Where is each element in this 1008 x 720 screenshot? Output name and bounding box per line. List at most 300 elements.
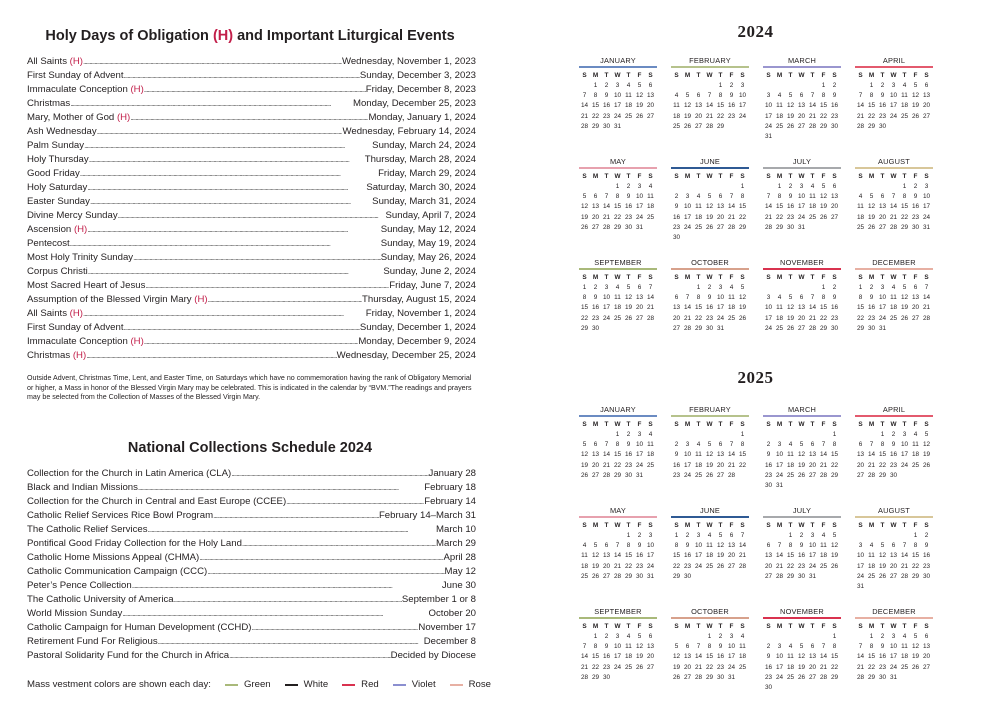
day-cell: 3	[880, 283, 885, 291]
day-cell: 19	[819, 203, 828, 211]
day-cell: 12	[830, 542, 839, 550]
weekday-header: F	[729, 273, 734, 281]
day-cell: 5	[799, 643, 804, 651]
weekday-header: S	[858, 172, 863, 180]
day-cell: 26	[591, 572, 600, 580]
empty-cell	[763, 182, 774, 192]
weekday-header: T	[696, 71, 701, 79]
day-cell: 6	[924, 632, 929, 640]
day-cell: 31	[856, 583, 865, 591]
holy-day-mark: (H)	[72, 350, 87, 361]
day-cell: 17	[738, 102, 747, 110]
event-date: Sunday, December 1, 2024	[359, 322, 476, 333]
weekday-header: W	[706, 273, 713, 281]
weekday-header: S	[740, 622, 745, 630]
dot-leader	[130, 111, 368, 125]
day-cell: 1	[740, 182, 745, 190]
event-row	[27, 237, 476, 251]
month-name: MAY	[609, 506, 627, 515]
day-cell: 30	[764, 684, 773, 692]
day-cell: 27	[602, 572, 611, 580]
day-cell: 30	[830, 122, 839, 130]
empty-cell	[807, 283, 818, 293]
empty-cell	[877, 182, 888, 192]
day-cell: 8	[696, 294, 701, 302]
day-cell: 8	[615, 441, 620, 449]
weekday-header: S	[582, 71, 587, 79]
weekday-header: F	[637, 273, 642, 281]
dot-leader	[286, 495, 424, 509]
day-cell: 27	[683, 673, 692, 681]
month-name: DECEMBER	[872, 258, 916, 267]
collection-name: Collection for the Church in Central and East Europe (CCEE)	[27, 496, 287, 507]
event-row	[27, 349, 476, 363]
weekday-header: M	[776, 273, 783, 281]
day-cell: 27	[646, 663, 655, 671]
day-cell: 8	[902, 193, 907, 201]
day-cell: 14	[727, 451, 736, 459]
day-cell: 1	[707, 632, 712, 640]
day-cell: 31	[922, 223, 931, 231]
day-cell: 10	[775, 653, 784, 661]
day-cell: 14	[646, 294, 655, 302]
day-cell: 5	[869, 193, 874, 201]
day-cell: 3	[891, 81, 896, 89]
day-cell: 20	[694, 112, 703, 120]
month-grid	[579, 71, 657, 133]
day-cell: 2	[880, 81, 885, 89]
weekday-header: F	[637, 521, 642, 529]
event-date: Friday, November 1, 2024	[365, 308, 476, 319]
weekday-header: W	[890, 622, 897, 630]
day-cell: 27	[727, 562, 736, 570]
weekday-header: W	[614, 71, 621, 79]
day-cell: 5	[707, 441, 712, 449]
empty-cell	[682, 182, 693, 192]
weekday-header: M	[684, 71, 691, 79]
weekday-header: S	[674, 521, 679, 529]
weekday-header: M	[868, 521, 875, 529]
dot-leader	[83, 307, 366, 321]
day-cell: 2	[626, 182, 631, 190]
day-cell: 30	[624, 471, 633, 479]
day-cell: 29	[900, 223, 909, 231]
month-name: JUNE	[699, 157, 721, 166]
day-cell: 29	[591, 673, 600, 681]
weekday-header: F	[729, 71, 734, 79]
day-cell: 9	[766, 653, 771, 661]
month-calendar	[579, 606, 657, 683]
month-color-bar	[763, 415, 841, 417]
dot-leader	[80, 167, 378, 181]
collection-date: February 14	[424, 496, 476, 507]
dot-leader	[86, 349, 336, 363]
day-cell: 2	[766, 441, 771, 449]
vestment-legend	[27, 679, 491, 690]
day-cell: 7	[810, 294, 815, 302]
day-cell: 26	[786, 324, 795, 332]
day-cell: 8	[593, 92, 598, 100]
legend-item	[342, 679, 379, 690]
day-cell: 1	[832, 430, 837, 438]
day-cell: 12	[705, 451, 714, 459]
day-cell: 12	[911, 643, 920, 651]
event-name: Ash Wednesday	[27, 126, 97, 137]
day-cell: 27	[856, 471, 865, 479]
day-cell: 6	[858, 441, 863, 449]
day-cell: 22	[819, 112, 828, 120]
empty-cell	[704, 430, 715, 440]
day-cell: 4	[674, 92, 679, 100]
day-cell: 16	[624, 203, 633, 211]
day-cell: 7	[604, 441, 609, 449]
month-calendar	[671, 404, 749, 481]
day-cell: 31	[764, 133, 773, 141]
day-cell: 29	[775, 223, 784, 231]
day-cell: 30	[922, 572, 931, 580]
empty-cell	[671, 283, 682, 293]
day-cell: 30	[878, 122, 887, 130]
day-cell: 8	[858, 294, 863, 302]
weekday-header: F	[913, 172, 918, 180]
day-cell: 18	[856, 213, 865, 221]
day-cell: 10	[764, 102, 773, 110]
day-cell: 30	[672, 234, 681, 242]
weekday-header: M	[684, 622, 691, 630]
month-grid	[579, 273, 657, 335]
weekday-header: T	[604, 172, 609, 180]
weekday-header: M	[684, 172, 691, 180]
weekday-header: T	[810, 273, 815, 281]
day-cell: 3	[604, 283, 609, 291]
day-cell: 1	[582, 283, 587, 291]
day-cell: 25	[727, 314, 736, 322]
day-cell: 29	[624, 572, 633, 580]
weekday-header: T	[718, 172, 723, 180]
day-cell: 15	[738, 451, 747, 459]
day-cell: 15	[856, 304, 865, 312]
day-cell: 2	[674, 193, 679, 201]
month-color-bar	[855, 167, 933, 169]
day-cell: 1	[593, 81, 598, 89]
day-cell: 6	[832, 182, 837, 190]
day-cell: 3	[777, 441, 782, 449]
day-cell: 20	[889, 562, 898, 570]
day-cell: 31	[889, 673, 898, 681]
weekday-header: W	[614, 273, 621, 281]
day-cell: 24	[716, 314, 725, 322]
day-cell: 2	[766, 643, 771, 651]
day-cell: 3	[685, 441, 690, 449]
event-date: Sunday, March 24, 2024	[372, 140, 476, 151]
day-cell: 13	[646, 92, 655, 100]
weekday-header: T	[604, 420, 609, 428]
day-cell: 7	[582, 643, 587, 651]
event-row	[27, 209, 476, 223]
day-cell: 18	[900, 653, 909, 661]
month-name: JANUARY	[600, 56, 636, 65]
collection-date: January 28	[428, 468, 476, 479]
weekday-header: S	[858, 273, 863, 281]
day-cell: 1	[777, 182, 782, 190]
collection-name: Pontifical Good Friday Collection for the Holy Land	[27, 538, 242, 549]
day-cell: 7	[707, 92, 712, 100]
day-cell: 20	[646, 653, 655, 661]
empty-cell	[704, 182, 715, 192]
day-cell: 27	[808, 471, 817, 479]
day-cell: 21	[705, 112, 714, 120]
day-cell: 5	[674, 643, 679, 651]
dot-leader	[138, 481, 424, 495]
day-cell: 29	[705, 673, 714, 681]
weekday-header: W	[706, 622, 713, 630]
event-date: Friday, June 7, 2024	[389, 280, 476, 291]
day-cell: 3	[637, 430, 642, 438]
day-cell: 6	[718, 441, 723, 449]
month-grid	[763, 273, 841, 335]
color-swatch	[342, 684, 355, 686]
day-cell: 29	[911, 572, 920, 580]
weekday-header: T	[880, 172, 885, 180]
empty-cell	[888, 531, 899, 541]
weekday-header: T	[880, 521, 885, 529]
day-cell: 21	[738, 552, 747, 560]
month-name: AUGUST	[878, 157, 910, 166]
day-cell: 21	[764, 213, 773, 221]
day-cell: 8	[832, 643, 837, 651]
weekday-header: W	[614, 622, 621, 630]
day-cell: 21	[602, 213, 611, 221]
day-cell: 26	[635, 663, 644, 671]
day-cell: 26	[911, 112, 920, 120]
day-cell: 27	[646, 112, 655, 120]
collection-row	[27, 593, 476, 607]
day-cell: 24	[646, 562, 655, 570]
legend-color-name: Rose	[468, 679, 492, 690]
day-cell: 15	[819, 102, 828, 110]
day-cell: 17	[613, 653, 622, 661]
collection-row	[27, 495, 476, 509]
day-cell: 27	[694, 122, 703, 130]
day-cell: 15	[705, 653, 714, 661]
event-row	[27, 111, 476, 125]
weekday-header: T	[604, 71, 609, 79]
day-cell: 25	[819, 562, 828, 570]
day-cell: 27	[764, 572, 773, 580]
day-cell: 10	[900, 441, 909, 449]
weekday-header: T	[696, 622, 701, 630]
day-cell: 17	[635, 451, 644, 459]
day-cell: 11	[809, 193, 816, 201]
day-cell: 9	[674, 451, 679, 459]
day-cell: 31	[878, 324, 887, 332]
event-name: Pentecost	[27, 238, 70, 249]
day-cell: 1	[626, 531, 631, 539]
dot-leader	[122, 607, 428, 621]
month-name: FEBRUARY	[689, 405, 731, 414]
weekday-header: W	[614, 172, 621, 180]
month-color-bar	[763, 167, 841, 169]
day-cell: 4	[648, 182, 653, 190]
day-cell: 25	[624, 112, 633, 120]
day-cell: 2	[626, 430, 631, 438]
day-cell: 12	[911, 92, 920, 100]
dot-leader	[132, 579, 442, 593]
month-color-bar	[579, 268, 657, 270]
dot-leader	[133, 251, 381, 265]
day-cell: 20	[808, 461, 817, 469]
day-cell: 3	[685, 193, 690, 201]
day-cell: 20	[878, 213, 887, 221]
day-cell: 15	[775, 203, 784, 211]
day-cell: 3	[696, 531, 701, 539]
day-cell: 16	[830, 304, 839, 312]
weekday-header: W	[798, 71, 805, 79]
month-color-bar	[579, 167, 657, 169]
legend-color-name: White	[303, 679, 329, 690]
empty-cell	[866, 430, 877, 440]
day-cell: 28	[856, 673, 865, 681]
day-cell: 19	[580, 461, 589, 469]
month-calendar	[855, 505, 933, 593]
day-cell: 22	[580, 314, 589, 322]
weekday-header: F	[637, 71, 642, 79]
day-cell: 26	[738, 314, 747, 322]
day-cell: 19	[786, 314, 795, 322]
weekday-header: W	[890, 273, 897, 281]
weekday-header: W	[706, 71, 713, 79]
day-cell: 9	[626, 193, 631, 201]
day-cell: 7	[858, 92, 863, 100]
day-cell: 17	[775, 461, 784, 469]
day-cell: 26	[830, 562, 839, 570]
collection-date: February 14–March 31	[378, 510, 476, 521]
day-cell: 11	[706, 542, 713, 550]
day-cell: 25	[900, 112, 909, 120]
day-cell: 8	[582, 294, 587, 302]
day-cell: 22	[830, 461, 839, 469]
day-cell: 7	[902, 542, 907, 550]
day-cell: 22	[911, 562, 920, 570]
day-cell: 27	[591, 223, 600, 231]
weekday-header: M	[868, 71, 875, 79]
weekday-header: T	[902, 273, 907, 281]
day-cell: 30	[624, 223, 633, 231]
month-grid	[671, 71, 749, 133]
empty-cell	[796, 430, 807, 440]
month-name: NOVEMBER	[780, 258, 824, 267]
month-calendar	[763, 156, 841, 233]
day-cell: 11	[912, 441, 919, 449]
day-cell: 22	[624, 562, 633, 570]
day-cell: 12	[705, 203, 714, 211]
day-cell: 13	[635, 294, 644, 302]
day-cell: 26	[683, 122, 692, 130]
color-swatch	[393, 684, 406, 686]
day-cell: 6	[913, 283, 918, 291]
event-name: Immaculate Conception (H)	[27, 84, 144, 95]
collection-date: September 1 or 8	[401, 594, 476, 605]
weekday-header: S	[648, 273, 653, 281]
day-cell: 28	[613, 572, 622, 580]
day-cell: 18	[738, 653, 747, 661]
day-cell: 6	[718, 193, 723, 201]
empty-cell	[855, 182, 866, 192]
day-cell: 7	[891, 193, 896, 201]
day-cell: 11	[890, 294, 897, 302]
event-date: Friday, December 8, 2023	[365, 84, 476, 95]
day-cell: 17	[878, 304, 887, 312]
weekday-header: M	[684, 420, 691, 428]
day-cell: 25	[613, 314, 622, 322]
day-cell: 29	[716, 122, 725, 130]
day-cell: 20	[830, 203, 839, 211]
day-cell: 16	[672, 213, 681, 221]
day-cell: 24	[922, 213, 931, 221]
day-cell: 22	[694, 314, 703, 322]
day-cell: 3	[740, 81, 745, 89]
year-title-2024: 2024	[737, 22, 774, 41]
event-name: Easter Sunday	[27, 196, 90, 207]
event-row	[27, 265, 476, 279]
empty-cell	[601, 531, 612, 541]
day-cell: 11	[625, 92, 632, 100]
day-cell: 25	[705, 562, 714, 570]
collection-name: Retirement Fund For Religious	[27, 636, 158, 647]
day-cell: 23	[624, 213, 633, 221]
weekday-header: S	[766, 273, 771, 281]
day-cell: 1	[615, 182, 620, 190]
weekday-header: W	[798, 420, 805, 428]
day-cell: 3	[902, 430, 907, 438]
day-cell: 16	[878, 653, 887, 661]
collection-name: Catholic Communication Campaign (CCC)	[27, 566, 208, 577]
day-cell: 9	[913, 193, 918, 201]
day-cell: 17	[764, 112, 773, 120]
empty-cell	[715, 430, 726, 440]
collection-row	[27, 537, 476, 551]
month-color-bar	[855, 617, 933, 619]
event-name: All Saints (H)	[27, 56, 83, 67]
day-cell: 25	[786, 471, 795, 479]
day-cell: 16	[764, 461, 773, 469]
month-calendar	[763, 606, 841, 694]
collection-row	[27, 467, 476, 481]
day-cell: 5	[788, 92, 793, 100]
event-name: First Sunday of Advent	[27, 70, 124, 81]
month-grid	[763, 71, 841, 143]
day-cell: 28	[922, 314, 931, 322]
day-cell: 22	[716, 112, 725, 120]
day-cell: 2	[869, 283, 874, 291]
weekday-header: F	[821, 273, 826, 281]
weekday-header: T	[880, 71, 885, 79]
weekday-header: T	[902, 622, 907, 630]
day-cell: 21	[889, 213, 898, 221]
day-cell: 14	[705, 102, 714, 110]
day-cell: 6	[593, 193, 598, 201]
day-cell: 10	[808, 542, 817, 550]
day-cell: 15	[591, 102, 600, 110]
day-cell: 13	[889, 552, 898, 560]
weekday-header: S	[858, 420, 863, 428]
day-cell: 13	[646, 643, 655, 651]
day-cell: 22	[830, 663, 839, 671]
month-grid	[671, 521, 749, 583]
day-cell: 19	[705, 213, 714, 221]
weekday-header: W	[706, 521, 713, 529]
day-cell: 29	[613, 223, 622, 231]
